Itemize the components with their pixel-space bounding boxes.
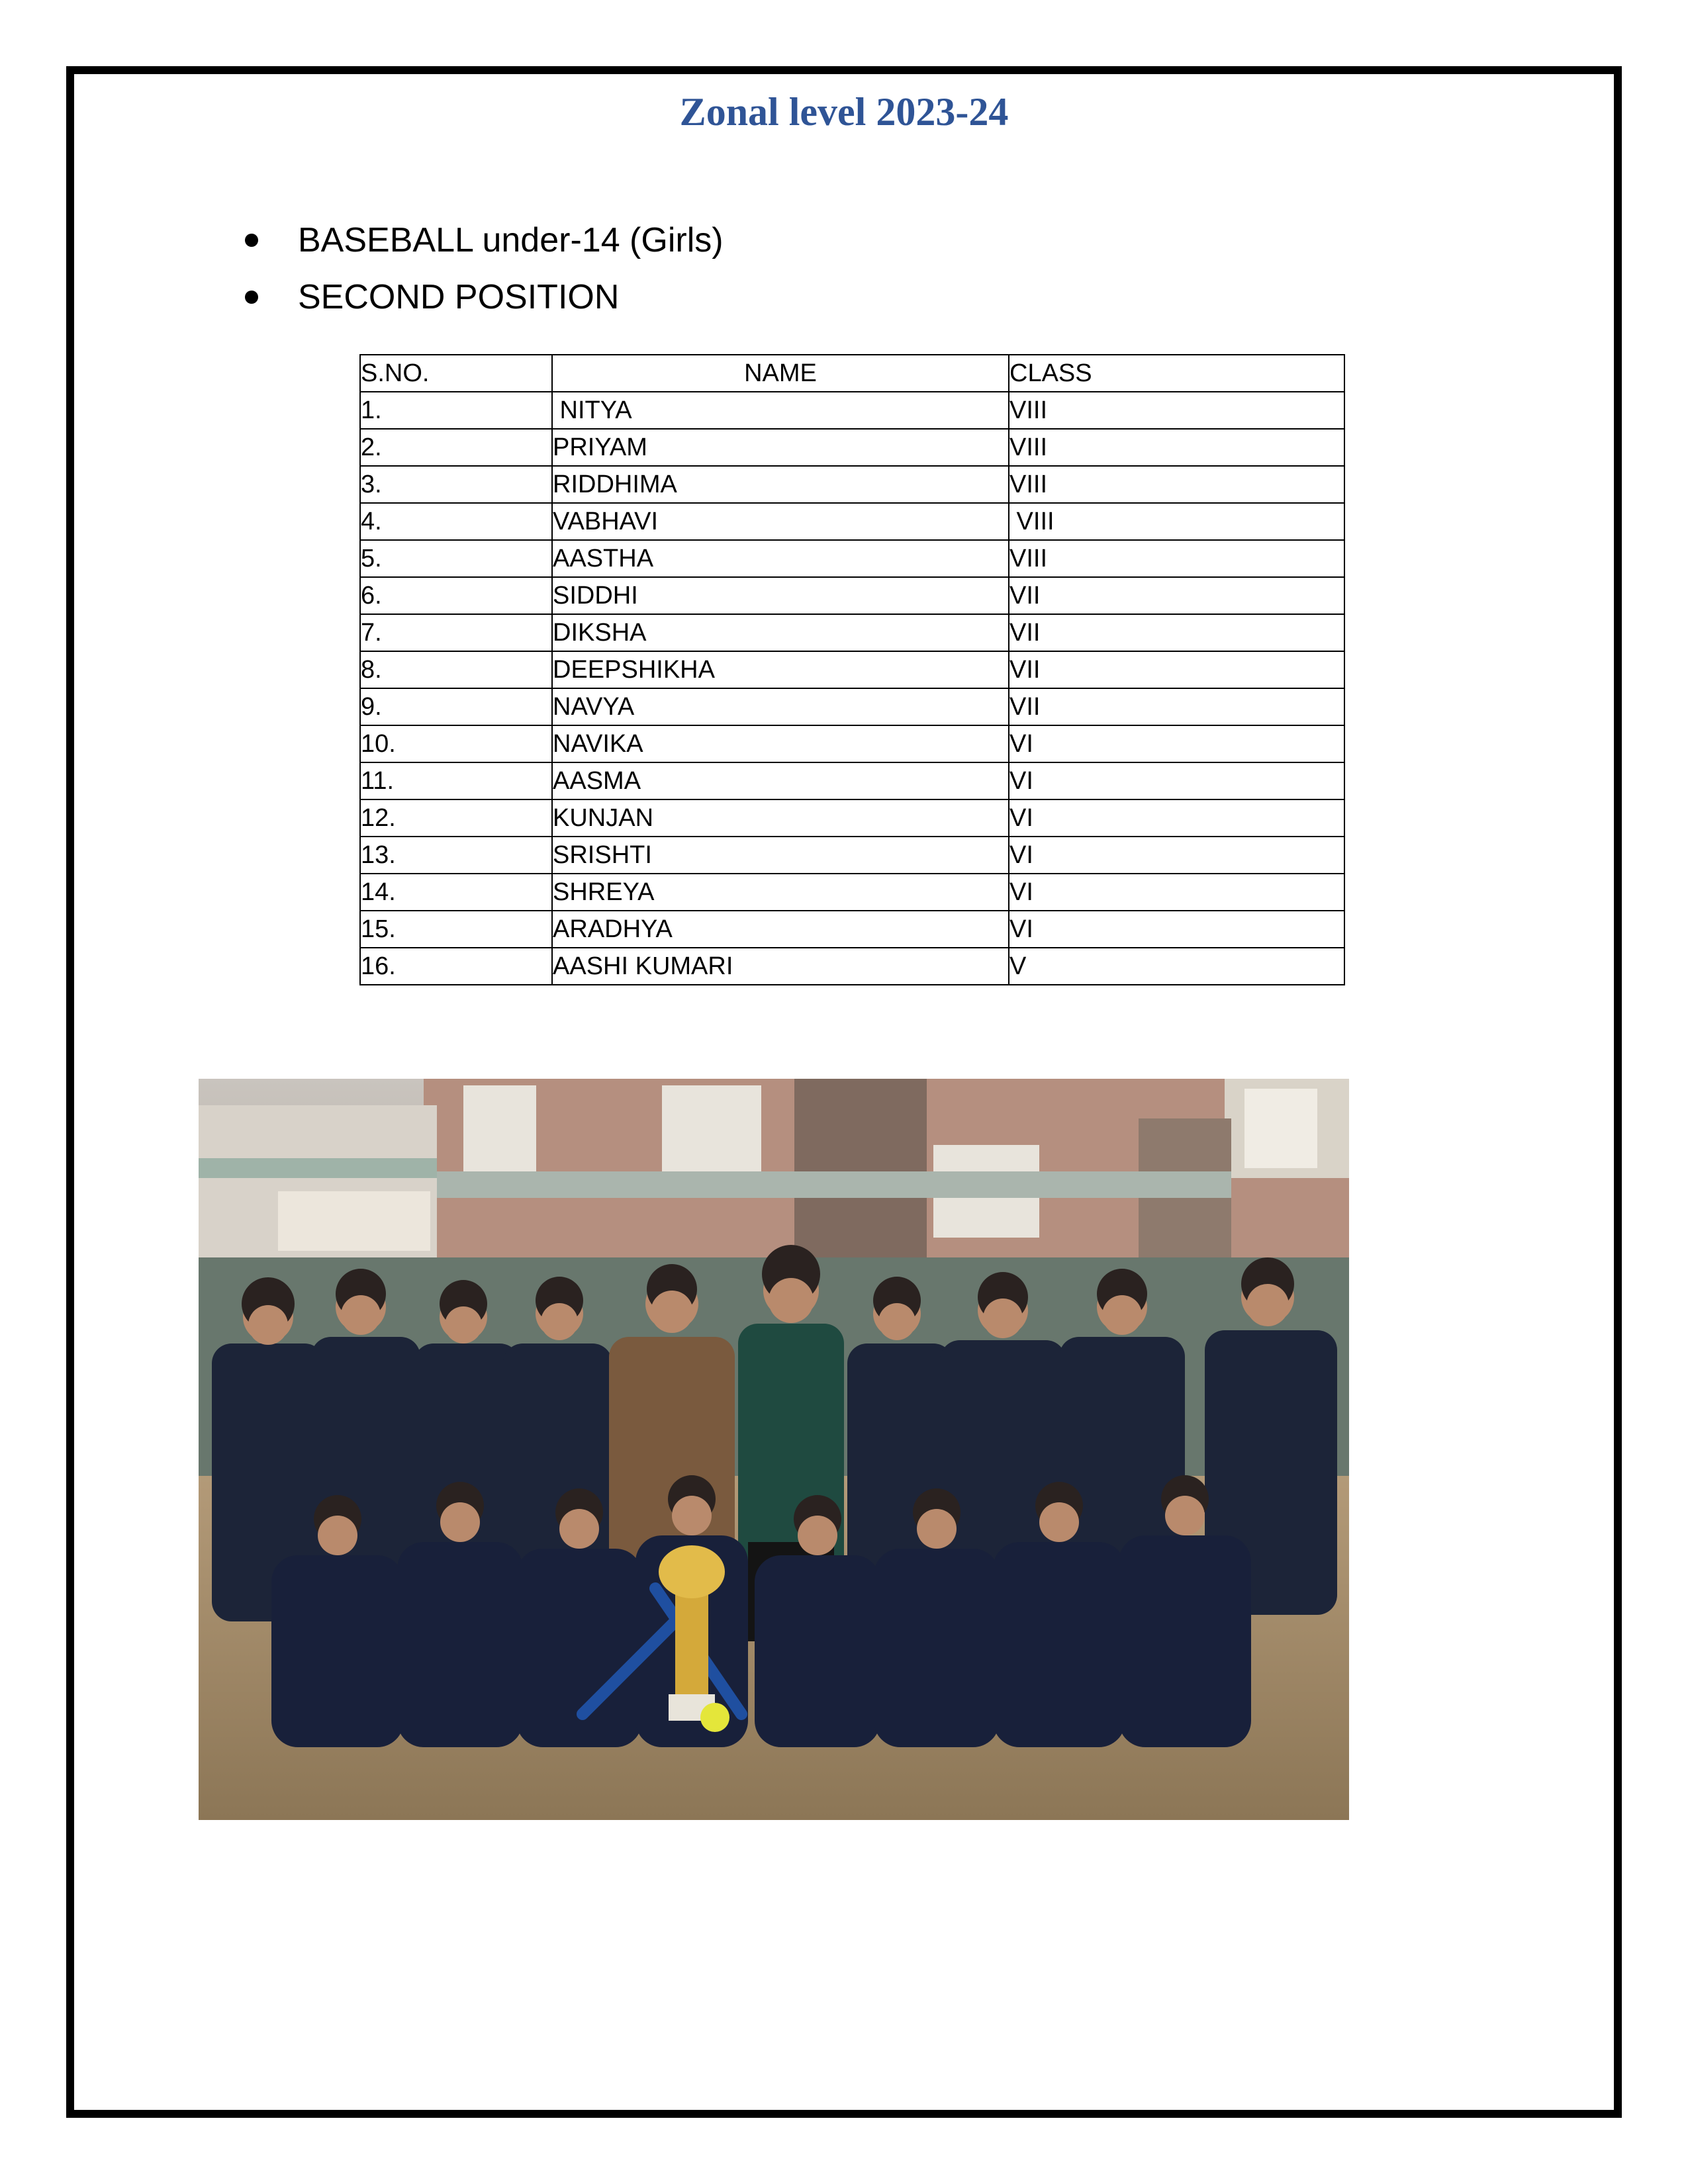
cell-name: ARADHYA bbox=[552, 911, 1009, 948]
table-header-row bbox=[360, 355, 1344, 392]
cell-class: VI bbox=[1009, 762, 1344, 799]
cell-class: VIII bbox=[1009, 392, 1344, 429]
cell-sno: 14. bbox=[360, 874, 552, 911]
cell-sno: 1. bbox=[360, 392, 552, 429]
table-body bbox=[360, 392, 1344, 985]
team-photo-image bbox=[199, 1079, 1349, 1820]
cell-name: SHREYA bbox=[552, 874, 1009, 911]
cell-class: VI bbox=[1009, 799, 1344, 837]
cell-name: PRIYAM bbox=[552, 429, 1009, 466]
cell-class: VII bbox=[1009, 577, 1344, 614]
cell-class: VIII bbox=[1009, 466, 1344, 503]
table-row bbox=[360, 503, 1344, 540]
header-name: NAME bbox=[552, 355, 1009, 392]
table-row bbox=[360, 874, 1344, 911]
cell-class: VII bbox=[1009, 651, 1344, 688]
cell-sno: 11. bbox=[360, 762, 552, 799]
cell-name: NITYA bbox=[552, 392, 1009, 429]
table-row bbox=[360, 725, 1344, 762]
cell-name: DEEPSHIKHA bbox=[552, 651, 1009, 688]
table-row bbox=[360, 540, 1344, 577]
cell-sno: 15. bbox=[360, 911, 552, 948]
cell-sno: 6. bbox=[360, 577, 552, 614]
table-row bbox=[360, 429, 1344, 466]
table-row bbox=[360, 911, 1344, 948]
table-row bbox=[360, 688, 1344, 725]
cell-sno: 16. bbox=[360, 948, 552, 985]
cell-name: DIKSHA bbox=[552, 614, 1009, 651]
cell-name: VABHAVI bbox=[552, 503, 1009, 540]
cell-sno: 13. bbox=[360, 837, 552, 874]
cell-sno: 2. bbox=[360, 429, 552, 466]
cell-class: VII bbox=[1009, 688, 1344, 725]
cell-name: NAVYA bbox=[552, 688, 1009, 725]
table-row bbox=[360, 762, 1344, 799]
team-roster-table bbox=[359, 354, 1345, 985]
cell-name: KUNJAN bbox=[552, 799, 1009, 837]
cell-sno: 12. bbox=[360, 799, 552, 837]
table-row bbox=[360, 577, 1344, 614]
cell-name: RIDDHIMA bbox=[552, 466, 1009, 503]
cell-sno: 4. bbox=[360, 503, 552, 540]
table-row bbox=[360, 651, 1344, 688]
cell-class: VIII bbox=[1009, 540, 1344, 577]
cell-name: SIDDHI bbox=[552, 577, 1009, 614]
table-row bbox=[360, 948, 1344, 985]
cell-name: AASTHA bbox=[552, 540, 1009, 577]
bullet-list bbox=[245, 212, 724, 326]
table-row bbox=[360, 799, 1344, 837]
table-row bbox=[360, 837, 1344, 874]
header-sno: S.NO. bbox=[360, 355, 552, 392]
header-class: CLASS bbox=[1009, 355, 1344, 392]
cell-sno: 8. bbox=[360, 651, 552, 688]
cell-class: VIII bbox=[1009, 503, 1344, 540]
cell-class: VII bbox=[1009, 614, 1344, 651]
cell-class: VI bbox=[1009, 874, 1344, 911]
table-row bbox=[360, 392, 1344, 429]
cell-class: V bbox=[1009, 948, 1344, 985]
cell-name: NAVIKA bbox=[552, 725, 1009, 762]
cell-class: VI bbox=[1009, 837, 1344, 874]
cell-class: VI bbox=[1009, 725, 1344, 762]
cell-class: VIII bbox=[1009, 429, 1344, 466]
cell-name: SRISHTI bbox=[552, 837, 1009, 874]
table-row bbox=[360, 466, 1344, 503]
cell-sno: 9. bbox=[360, 688, 552, 725]
cell-sno: 7. bbox=[360, 614, 552, 651]
cell-class: VI bbox=[1009, 911, 1344, 948]
cell-sno: 10. bbox=[360, 725, 552, 762]
table-row bbox=[360, 614, 1344, 651]
bullet-item-event: BASEBALL under-14 (Girls) bbox=[245, 212, 724, 269]
page-title: Zonal level 2023-24 bbox=[679, 90, 1009, 134]
cell-name: AASMA bbox=[552, 762, 1009, 799]
cell-sno: 3. bbox=[360, 466, 552, 503]
cell-sno: 5. bbox=[360, 540, 552, 577]
bullet-item-position: SECOND POSITION bbox=[245, 269, 724, 326]
cell-name: AASHI KUMARI bbox=[552, 948, 1009, 985]
team-photo bbox=[199, 1079, 1349, 1820]
